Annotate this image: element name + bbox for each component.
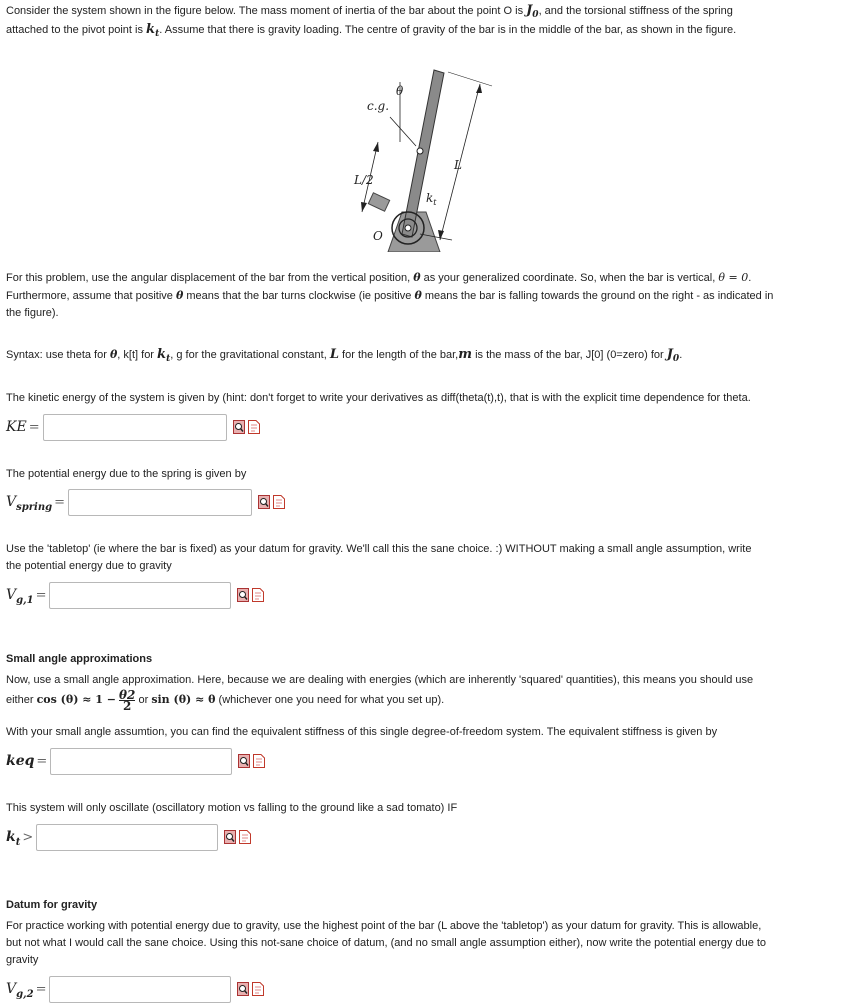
small-angle-p2: With your small angle assumtion, you can find the equivalent stiffness of this single degree-of-freedom system. The equivalent stiffness is given by (6, 726, 718, 738)
kt-condition-row: $k_t$ > (6, 822, 251, 852)
preview-icon[interactable] (233, 420, 245, 434)
syntax-text: Syntax: use theta for θ, k[t] for $k_t$, g for the gravitational constant, L for the length of the bar,m is the mass of the bar, J[0] (0=zero) for $J_0$. (6, 347, 683, 364)
help-icon[interactable] (253, 754, 265, 768)
spring-label: $k_t$ (426, 191, 437, 207)
ke-prompt: The kinetic energy of the system is given by (hint: don't forget to write your derivatives as diff(theta(t),t), that is with the explicit time dependence for theta. (6, 392, 751, 404)
datum-header: Datum for gravity (6, 899, 98, 911)
theta-label: θ (396, 84, 404, 98)
help-icon[interactable] (252, 588, 264, 602)
vg2-row: $V_{g,2}$ = (6, 974, 264, 1004)
datum-text: For practice working with potential energy due to gravity, use the highest point of the bar (L above the 'tabletop') as your datum for gravity. This is allowable, but not what I would call the sane choice. Using this not-sane choice of datum, (and no small angle assumption either), now write the potential energy due to gravity (6, 920, 767, 966)
keq-input[interactable] (50, 748, 232, 775)
cg-label: c.g. (367, 99, 390, 113)
small-angle-formulas: either cos (θ) ≈ 1 − $\frac{\theta 2}{2}$ or sin (θ) ≈ θ (whichever one you need for what you set up). (6, 687, 445, 713)
vspring-input[interactable] (68, 489, 252, 516)
vspring-prompt: The potential energy due to the spring is given by (6, 468, 247, 480)
ke-row: KE = (6, 412, 260, 442)
preview-icon[interactable] (258, 495, 270, 509)
vg1-prompt: Use the 'tabletop' (ie where the bar is fixed) as your datum for gravity. We'll call this the sane choice. :) WITHOUT making a small angle assumption, write the potential energy due to gravity (6, 543, 752, 572)
ke-input[interactable] (43, 414, 227, 441)
vg1-label: $V_{g,1}$ (6, 587, 34, 606)
help-icon[interactable] (239, 830, 251, 844)
small-angle-p1: Now, use a small angle approximation. Here, because we are dealing with energies (which are inherently 'squared' quantities), this means you should use (6, 674, 754, 686)
pivot-label: O (373, 229, 383, 243)
help-icon[interactable] (252, 982, 264, 996)
small-angle-header: Small angle approximations (6, 653, 153, 665)
vg2-input[interactable] (49, 976, 231, 1003)
keq-label: keq (6, 753, 35, 769)
vspring-row: $V_{spring}$ = (6, 487, 285, 517)
preview-icon[interactable] (224, 830, 236, 844)
length-label: L (454, 158, 462, 172)
kt-input[interactable] (36, 824, 218, 851)
help-icon[interactable] (248, 420, 260, 434)
cg-point (417, 148, 423, 154)
preview-icon[interactable] (237, 588, 249, 602)
vspring-label: $V_{spring}$ (6, 494, 53, 513)
vg1-input[interactable] (49, 582, 231, 609)
theta-squared-over-two: $\frac{\theta 2}{2}$ (119, 687, 136, 713)
preview-icon[interactable] (238, 754, 250, 768)
ke-label: KE (6, 419, 27, 435)
preview-icon[interactable] (237, 982, 249, 996)
vg1-row: $V_{g,1}$ = (6, 580, 264, 610)
half-length-label: L/2 (354, 173, 374, 187)
system-figure (340, 62, 510, 252)
keq-row: keq = (6, 746, 265, 776)
intro-text: Consider the system shown in the figure below. The mass moment of inertia of the bar about the point O is $J_0$, and the torsional stiffness of the spring attached to the pivot point is $k_t$. Assume that there is gravity loading. The centre of gravity of the bar is in the middle of the bar, as shown in the figure. (6, 3, 737, 39)
kt-label: $k_t$ (6, 829, 21, 848)
help-icon[interactable] (273, 495, 285, 509)
vg2-label: $V_{g,2}$ (6, 981, 34, 1000)
problem-text: For this problem, use the angular displacement of the bar from the vertical position, θ as your generalized coordinate. So, when the bar is vertical, θ = 0. Furthermore, assume that positive θ means that the bar turns clockwise (ie positive θ means the bar is falling towards the ground on the right - as indicated in the figure). (6, 271, 774, 319)
oscillation-prompt: This system will only oscillate (oscillatory motion vs falling to the ground like a sad tomato) IF (6, 802, 458, 814)
pivot-point (405, 225, 411, 231)
